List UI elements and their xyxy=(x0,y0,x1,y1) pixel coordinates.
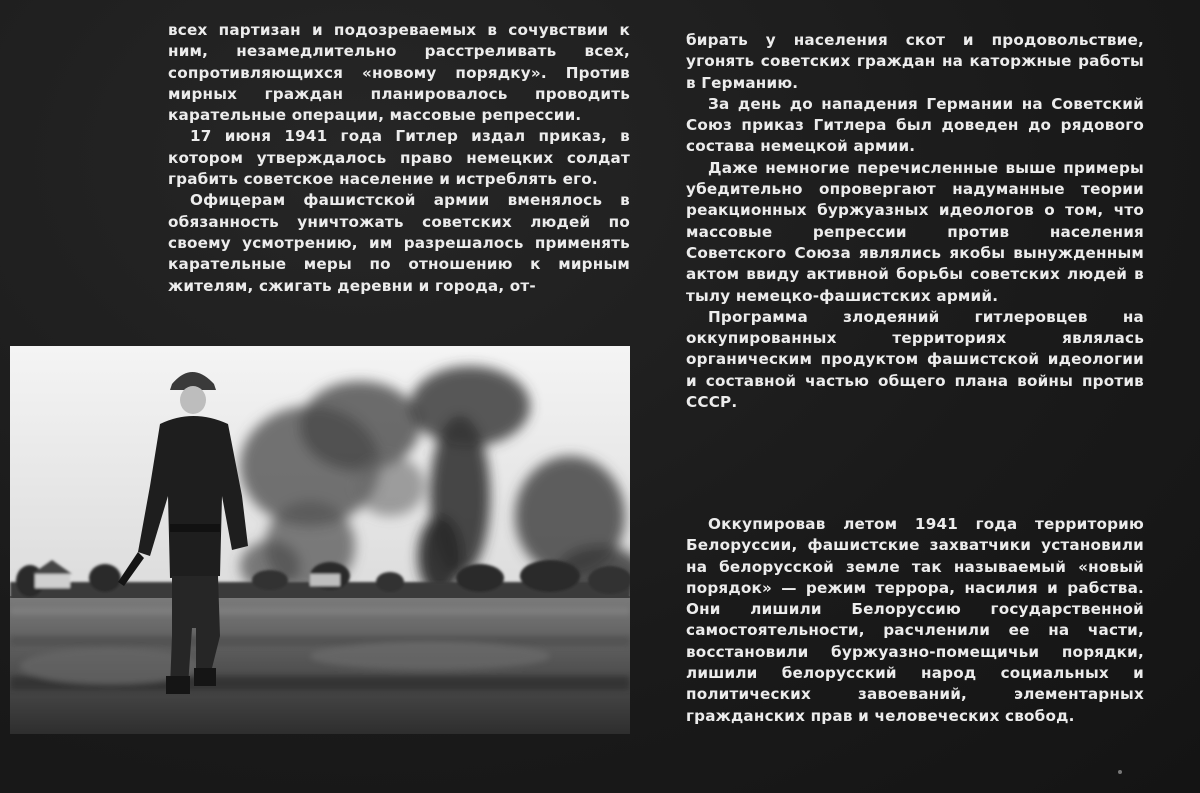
left-paragraph-3: Офицерам фашистской армии вменялось в обязанность уничтожать советских людей по своему усмотрению, им разрешалось применять карательные меры по отношению к мирным жителям, сжигать деревни и города, от- xyxy=(168,191,630,295)
photo-caption xyxy=(686,514,1144,727)
right-paragraph-4: Программа злодеяний гитлеровцев на оккупированных территориях являлась органическим продуктом фашистской идеологии и составной частью общего плана войны против СССР. xyxy=(686,307,1144,412)
right-paragraph-3: Даже немногие перечисленные выше примеры убедительно опровергают надуманные теории реакционных буржуазных идеологов о том, что массовые репрессии против населения Советского Союза являлись якобы вынужденным актом ввиду активной борьбы советских людей в тылу немецко-фашистских армий. xyxy=(686,158,1144,305)
right-text-column xyxy=(686,30,1144,413)
caption-text: Оккупировав летом 1941 года территорию Белоруссии, фашистские захватчики установили на белорусской земле так называемый «новый порядок» — режим террора, насилия и рабства. Они лишили Белоруссию государственной самостоятельности, расчленили ее на части, восстановили буржуазно-помещичьи порядки, лишили белорусский народ социальных и политических завоеваний, элементарных гражданских прав и человеческих свобод. xyxy=(686,515,1144,725)
burning-village-photo xyxy=(10,346,630,734)
village-treeline xyxy=(10,560,630,602)
page-speck xyxy=(1118,770,1122,774)
left-text-column xyxy=(168,20,630,297)
left-paragraph-2: 17 июня 1941 года Гитлер издал приказ, в котором утверждалось право немецких солдат грабить советское население и истреблять его. xyxy=(168,127,630,189)
historical-photo xyxy=(10,346,630,734)
right-paragraph-1: бирать у населения скот и продовольствие, угонять советских граждан на каторжные работы в Германию. xyxy=(686,31,1144,92)
left-paragraph-1: всех партизан и подозреваемых в сочувствии к ним, незамедлительно расстреливать всех, сопротивляющихся «новому порядку». Против мирных граждан планировалось проводить карательные операции, массовые репрессии. xyxy=(168,21,630,125)
right-paragraph-2: За день до нападения Германии на Советский Союз приказ Гитлера был доведен до рядового состава немецкой армии. xyxy=(686,94,1144,156)
